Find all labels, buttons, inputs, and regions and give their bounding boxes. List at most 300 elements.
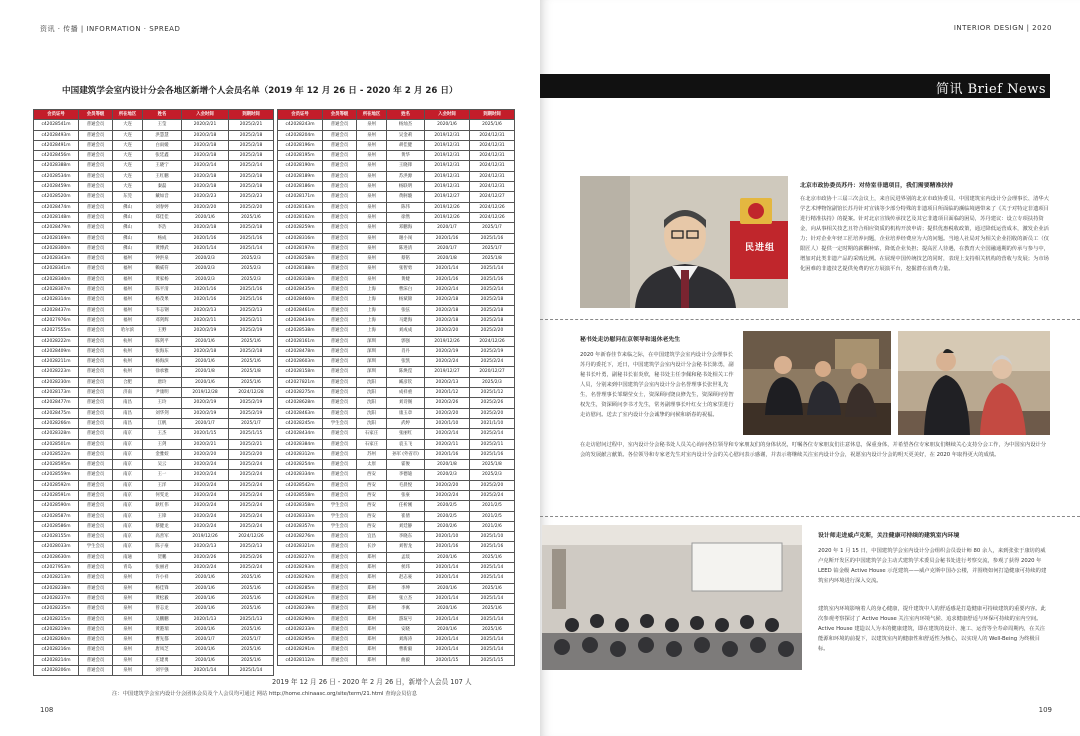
table-cell: c42028292m [278,573,323,583]
table-cell: 成祥重 [387,388,425,398]
table-cell: 2020/2/18 [182,346,229,356]
table-cell: 2025/1/6 [470,624,515,634]
table-cell: 2025/1/6 [229,357,274,367]
table-cell: 2025/1/14 [470,563,515,573]
table-cell: c42028558m [278,490,323,500]
table-cell: 2020/1/6 [182,645,229,655]
table-cell: 沈阳 [357,398,387,408]
photo-visit-1 [743,331,891,435]
table-cell: 普通会员 [79,254,113,264]
table-cell: 普通会员 [79,460,113,470]
table-row [278,223,515,233]
table-cell: 普通会员 [79,212,113,222]
table-cell: 杨佳锋 [143,583,182,593]
table-cell: 2020/1/14 [425,614,470,624]
table-cell: 2019/12/31 [425,140,470,150]
table-cell: 深圳 [357,346,387,356]
table-row [34,470,274,480]
table-cell: c42028314m [34,295,79,305]
table-cell: 何雯龙 [143,490,182,500]
table-cell: 2025/1/14 [229,243,274,253]
col-header: 到期时间 [470,110,515,120]
table-cell: 普通会员 [79,192,113,202]
table-cell: 2020/1/14 [182,666,229,676]
table-cell: 普通会员 [323,161,357,171]
table-cell: c42028542m [278,480,323,490]
col-header: 会员等级 [323,110,357,120]
table-cell: 2025/1/6 [470,552,515,562]
table-cell: 学生会员 [323,511,357,521]
table-row [278,624,515,634]
table-cell: 2020/1/15 [182,429,229,439]
table-cell: c42028409m [34,346,79,356]
table-cell: 2024/12/27 [470,192,515,202]
table-row [278,501,515,511]
table-cell: 2025/2/11 [229,315,274,325]
photo-visit-2 [898,331,1050,435]
table-cell: 西安 [357,480,387,490]
table-cell: 2020/2/24 [182,480,229,490]
table-cell: 长沙 [357,542,387,552]
table-cell: c42028318m [278,274,323,284]
table-row [34,490,274,500]
table-cell: c42028204m [278,130,323,140]
table-row [34,151,274,161]
table-cell: 2025/2/21 [229,120,274,130]
table-cell: 2025/2/24 [470,490,515,500]
table-cell: c42028196m [278,140,323,150]
table-row [278,552,515,562]
table-cell: 2019/12/26 [425,336,470,346]
table-cell: 沈阳 [357,408,387,418]
table-cell: 福州 [113,315,143,325]
table-cell: 南昌 [113,408,143,418]
table-cell: 福州 [113,254,143,264]
table-cell: 2020/2/19 [425,346,470,356]
table-row [278,583,515,593]
table-cell: c42028245m [278,418,323,428]
table-cell: 杨茂果 [143,295,182,305]
table-cell: 普通会员 [323,233,357,243]
table-cell: 2019/12/27 [425,367,470,377]
table-cell: 江帆 [143,418,182,428]
table-row [34,315,274,325]
table-cell: 泉州 [357,223,387,233]
table-cell: 普通会员 [323,336,357,346]
table-cell: c42028259m [278,223,323,233]
table-cell: 西安 [357,490,387,500]
table-cell: 南京 [113,511,143,521]
table-row [278,470,515,480]
table-cell: c42028223m [34,367,79,377]
table-cell: 2020/2/13 [182,305,229,315]
table-cell: 2019/12/31 [425,182,470,192]
table-cell: 2020/1/10 [425,532,470,542]
table-row [278,593,515,603]
table-cell: 2019/12/27 [425,192,470,202]
table-cell: 2025/2/13 [229,305,274,315]
table-cell: 普通会员 [323,552,357,562]
table-cell: 谢小闯 [387,233,425,243]
table-cell: 2021/2/5 [470,501,515,511]
table-cell: 普通会员 [79,285,113,295]
table-cell: 洪慧慧 [143,130,182,140]
table-cell: 2020/1/16 [425,542,470,552]
table-cell: 2020/1/6 [182,336,229,346]
table-cell: 2020/2/20 [425,326,470,336]
table-cell: 普通会员 [323,542,357,552]
table-cell: 2025/1/16 [470,542,515,552]
table-row [278,212,515,222]
table-cell: 武婷 [387,418,425,428]
table-cell: 2025/2/24 [229,490,274,500]
table-cell: 2020/1/6 [182,655,229,665]
table-cell: 2025/1/6 [229,604,274,614]
table-cell: 泉州 [357,264,387,274]
table-cell: 泉州 [113,635,143,645]
table-cell: 张弦 [387,305,425,315]
member-table-right [277,109,515,666]
table-cell: 泉州 [357,140,387,150]
table-cell: c42028266m [34,418,79,428]
table-cell: 邓鹏海 [387,223,425,233]
table-row [34,130,274,140]
col-header: 会员等级 [79,110,113,120]
table-cell: 上海 [357,285,387,295]
table-cell: 南京 [113,429,143,439]
table-cell: 普通会员 [79,182,113,192]
table-cell: c42028628m [278,398,323,408]
table-cell: c42028340m [34,274,79,284]
table-cell: c42028235m [34,604,79,614]
col-header: 会员证号 [34,110,79,120]
table-cell: 2020/1/16 [182,285,229,295]
table-cell: 南昌 [113,398,143,408]
table-cell: 普通会员 [79,418,113,428]
table-cell: 白雨媛 [143,140,182,150]
table-cell: 合肥 [113,377,143,387]
table-cell: 2020/2/20 [425,408,470,418]
table-cell: 2025/1/6 [470,120,515,130]
table-cell: 2020/2/3 [425,470,470,480]
table-cell: 普通会员 [323,346,357,356]
table-row [278,357,515,367]
table-cell: 2020/2/13 [182,542,229,552]
table-cell: 2020/1/7 [425,243,470,253]
table-cell: c42028195m [278,151,323,161]
table-cell: c42028587m [34,511,79,521]
table-cell: 2020/1/7 [182,418,229,428]
table-cell: 2020/2/5 [425,511,470,521]
table-row [34,563,274,573]
table-cell: 泉州 [357,120,387,130]
table-cell: 钟洪泉 [143,254,182,264]
table-cell: c42028188m [278,264,323,274]
table-cell: 大连 [113,120,143,130]
table-row [278,202,515,212]
table-cell: 普通会员 [79,563,113,573]
table-row [34,212,274,222]
table-cell: 张智勇 [387,264,425,274]
table-cell: 普通会员 [79,326,113,336]
table-cell: 福州 [113,295,143,305]
table-cell: c42028213m [34,573,79,583]
left-page-header: 资讯 · 传播 | INFORMATION · SPREAD [40,25,181,33]
article3-body: 2020 年 1 月 15 日，中国建筑学会室内设计分会组织会员设计师 80 余人，来到张张于康坊的威卢克斯开发区的中国建筑学会主动式建筑学术委员会秘书处进行考察交流，参观了获得 2020 年 LEED 铂金级 Active House 示范建筑——威卢克斯中国办公楼，并围绕如何打造健康可持续的建筑室内环境进行深入交流。 [818,548,1047,584]
table-cell: 郑佳佳 [143,212,182,222]
table-cell: 普通会员 [323,624,357,634]
table-cell: 普通会员 [79,480,113,490]
table-cell: c42028206m [34,666,79,676]
table-cell: 曹新毅 [387,645,425,655]
table-cell: 王杰 [143,429,182,439]
table-cell: 泉州 [113,624,143,634]
table-cell: 2025/2/20 [470,326,515,336]
article1-title: 北京市政协委员苏丹：对待室非遗项目，我们需要精准扶持 [800,183,954,189]
table-cell: 南京 [113,521,143,531]
table-cell: 2020/2/18 [425,295,470,305]
table-cell: c42028312m [278,449,323,459]
table-cell: 2025/1/14 [229,666,274,676]
table-cell: c42028559m [34,470,79,480]
table-cell: 2020/2/24 [425,490,470,500]
table-cell: 2020/1/14 [425,635,470,645]
table-cell: 毛晨悦 [387,480,425,490]
table-cell: 2020/2/20 [425,480,470,490]
table-cell: 普通会员 [323,130,357,140]
table-cell: 刘成成 [387,326,425,336]
table-cell: 沈阳 [357,388,387,398]
table-cell: 哈尔滨 [113,326,143,336]
table-cell: c42028316m [278,233,323,243]
table-cell: 肖丹 [387,346,425,356]
table-cell: 2020/1/10 [425,418,470,428]
table-cell: 2020/1/8 [425,254,470,264]
table-cell: 普通会员 [323,583,357,593]
table-cell: 2025/1/6 [229,212,274,222]
table-cell: 西安 [357,511,387,521]
table-cell: c42028161m [278,336,323,346]
table-cell: 2020/2/24 [182,563,229,573]
table-cell: 2024/12/26 [470,336,515,346]
table-cell: 2020/2/20 [182,449,229,459]
table-cell: 2020/1/6 [425,604,470,614]
table-cell: c42028230m [34,377,79,387]
table-row [34,192,274,202]
table-cell: 2024/12/28 [229,388,274,398]
table-cell: 2020/1/14 [425,593,470,603]
table-cell: 2019/12/26 [425,212,470,222]
table-cell: 2020/2/24 [182,501,229,511]
table-cell: c42028460m [278,295,323,305]
col-header: 姓名 [143,110,182,120]
table-cell: 上海 [357,305,387,315]
table-cell: 徐承雅 [143,367,182,377]
table-cell: c42028186m [278,182,323,192]
table-cell: 崔倩 [387,511,425,521]
table-cell: 2025/2/19 [229,398,274,408]
table-row [278,542,515,552]
table-row [278,264,515,274]
member-note: 注：中国建筑学会室内设计分会团体会员及个人会员均可通过 网站 http://home.chinaasc.org/site/term/21.html 查询会员信息 [112,691,417,697]
table-cell: 佛山 [113,223,143,233]
table-cell: 普通会员 [323,367,357,377]
table-row [34,305,274,315]
table-cell: 普通会员 [79,501,113,511]
table-row [34,346,274,356]
table-row [278,480,515,490]
table-cell: 普通会员 [323,490,357,500]
table-cell: c42028197m [278,243,323,253]
table-cell: 2020/1/16 [425,233,470,243]
photo-velux-visit-image [542,525,802,670]
page-number-left: 108 [40,706,54,714]
table-cell: 南京 [113,449,143,459]
table-cell: 普通会员 [323,326,357,336]
table-cell: 郑州 [357,624,387,634]
table-cell: 2021/2/6 [470,521,515,531]
table-cell: 深圳 [357,336,387,346]
table-cell: 2019/12/28 [182,388,229,398]
article2-title: 秘书处走访慰问在京领导和退休老先生 [580,337,681,343]
table-cell: 普通会员 [79,223,113,233]
table-cell: 普通会员 [79,624,113,634]
table-cell: 游瑄号 [387,614,425,624]
table-cell: 普通会员 [323,171,357,181]
table-cell: 杭州 [113,346,143,356]
table-row [34,336,274,346]
table-row [34,624,274,634]
table-cell: 普通会员 [79,305,113,315]
table-cell: 2020/2/14 [425,285,470,295]
table-cell: 佛山 [113,243,143,253]
table-cell: 2025/2/24 [229,480,274,490]
table-cell: 普通会员 [323,377,357,387]
table-cell: 学生会员 [323,418,357,428]
table-row [34,583,274,593]
table-cell: 2020/2/13 [425,377,470,387]
table-cell: 张丽君 [143,563,182,573]
table-row [34,460,274,470]
table-row [34,171,274,181]
table-cell: c42028321m [278,542,323,552]
table-cell: c42028434m [278,429,323,439]
table-cell: 2025/2/3 [470,470,515,480]
table-cell: 戴如音 [143,192,182,202]
table-cell: 2025/1/6 [229,377,274,387]
table-cell: 2024/12/31 [470,182,515,192]
table-cell: c42028475m [34,408,79,418]
table-row [278,367,515,377]
table-cell: 2025/1/6 [229,624,274,634]
table-cell: 2025/1/7 [229,635,274,645]
table-cell: 普通会员 [323,223,357,233]
table-cell: 2025/1/8 [470,460,515,470]
table-cell: 泉州 [113,593,143,603]
table-cell: 2020/2/3 [182,254,229,264]
table-cell: 郑州 [357,573,387,583]
table-cell: 2020/2/21 [182,439,229,449]
table-cell: 秦磊 [143,182,182,192]
table-cell: 2025/2/18 [229,130,274,140]
table-cell: 普通会员 [323,480,357,490]
table-cell: 普通会员 [323,614,357,624]
table-row [278,192,515,202]
table-cell: 福州 [113,285,143,295]
table-cell: 任析刚 [387,501,425,511]
table-cell: 曾志龙 [143,604,182,614]
table-cell: 2020/2/24 [425,357,470,367]
table-cell: 2020/1/6 [182,357,229,367]
table-cell: 2019/12/26 [182,532,229,542]
article2-body-cont: 在走访慰问过程中，室内设计分会秘书处人员关心询问各位领导和专家朋友们的身体状况，叮嘱各位专家朋友们注意休息，保重身体，并希望各位专家朋友们继续关心支持分会工作，为中国室内设计分会的发展献言献策。各位领导和专家老先生对室内设计分会的关心慰问表示感谢，并表示将继续关注室内设计分会，祝愿室内设计分会的明天更美好，在 2020 年取得更大的成绩。 [580,442,1047,458]
table-cell: 普通会员 [323,449,357,459]
table-cell: 普通会员 [79,357,113,367]
col-header: 所在地区 [113,110,143,120]
table-cell: 韦志钢 [143,305,182,315]
table-cell: 南京 [113,532,143,542]
table-cell: 泉州 [357,212,387,222]
table-cell: 2025/2/26 [470,398,515,408]
table-cell: 上海 [357,315,387,325]
table-cell: 杭州 [113,357,143,367]
table-cell: 2020/2/18 [182,182,229,192]
table-cell: 普通会员 [323,357,357,367]
table-cell: 2025/1/13 [229,614,274,624]
table-cell: 泉州 [113,666,143,676]
table-cell: c42028435m [278,285,323,295]
table-cell: 普通会员 [323,655,357,665]
table-row [278,398,515,408]
table-cell: 2025/2/3 [229,264,274,274]
table-row [34,418,274,428]
table-cell: 2020/1/6 [182,624,229,634]
table-cell: 2025/1/14 [470,645,515,655]
brief-news-banner [540,74,1050,98]
table-cell: 张凯 [387,357,425,367]
table-cell: 普通会员 [323,604,357,614]
table-cell: 普通会员 [323,398,357,408]
table-cell: 2020/2/14 [425,429,470,439]
table-cell: 2020/2/18 [182,130,229,140]
table-cell: 2025/1/6 [229,573,274,583]
table-cell: 普通会员 [323,285,357,295]
table-row [34,532,274,542]
table-cell: 郑州 [357,593,387,603]
table-cell: 普通会员 [79,449,113,459]
table-cell: 2025/1/7 [229,418,274,428]
section-divider [540,319,1080,320]
table-cell: 福州 [113,264,143,274]
table-cell: 2025/2/24 [229,521,274,531]
table-row [34,326,274,336]
col-header: 入会时间 [182,110,229,120]
table-cell: 普通会员 [323,254,357,264]
table-cell: 济南 [113,388,143,398]
table-cell: 大连 [113,171,143,181]
table-cell: 吴金莉 [387,130,425,140]
table-row [34,429,274,439]
table-cell: 张立杰 [387,593,425,603]
table-cell: c42028254m [278,460,323,470]
table-cell: 尹康明 [143,388,182,398]
table-cell: c42028491m [34,140,79,150]
table-row [278,274,515,284]
table-cell: 大连 [113,151,143,161]
table-cell: c42028233m [278,624,323,634]
table-cell: c42028586m [34,521,79,531]
table-cell: 普通会员 [323,388,357,398]
